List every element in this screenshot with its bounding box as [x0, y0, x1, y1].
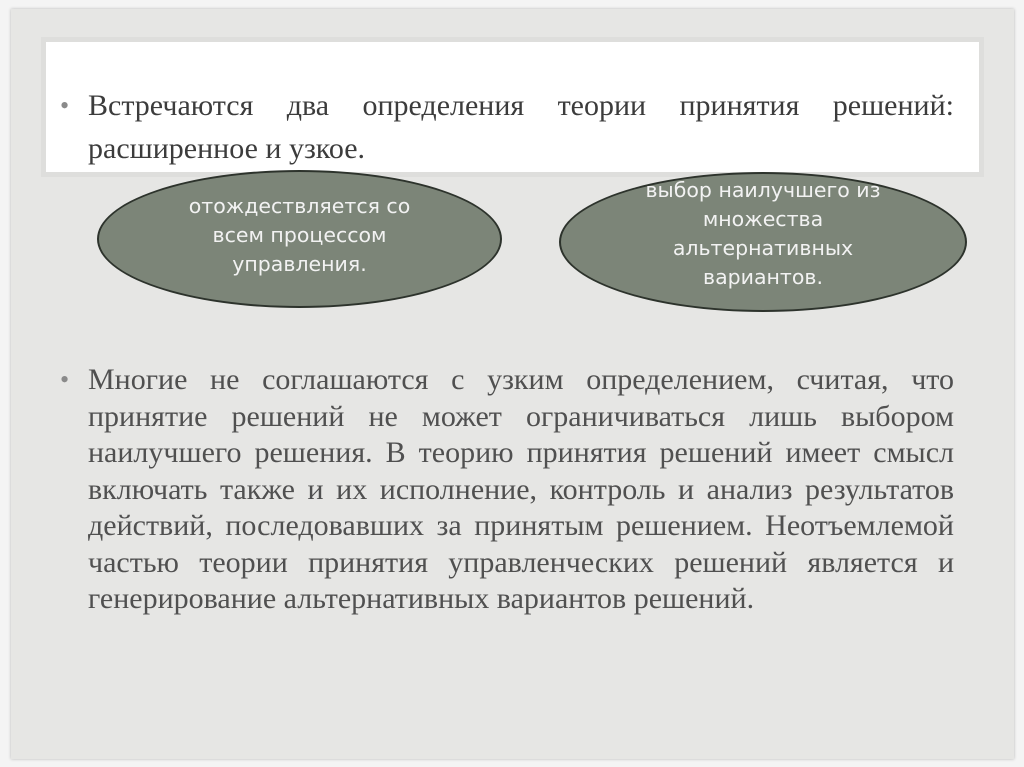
definition-broad-oval	[97, 170, 502, 308]
bullet-disagreement	[60, 362, 954, 618]
bullet-two-definitions	[60, 84, 954, 170]
bullet-two-definitions-text: Встречаются два определения теории принятия решений: расширенное и узкое.	[88, 89, 954, 165]
bullet-dot-icon: •	[60, 91, 70, 120]
definition-narrow-oval	[559, 172, 967, 312]
definition-broad-text: отождествляется со всем процессом управления.	[188, 193, 411, 276]
definition-narrow-text: выбор наилучшего из множества альтернативных вариантов.	[645, 178, 881, 289]
bullet-disagreement-text: Многие не соглашаются с узким определением, считая, что принятие решений не может ограничиваться лишь выбором наилучшего решения. В теорию принятия решений имеет смысл включать также и их исполнение, контроль и анализ результатов действий, последовавших за принятым решением. Неотъемлемой частью теории принятия управленческих решений является и генерирование альтернативных вариантов решений.	[88, 363, 954, 615]
bullet-dot-icon: •	[60, 365, 70, 394]
